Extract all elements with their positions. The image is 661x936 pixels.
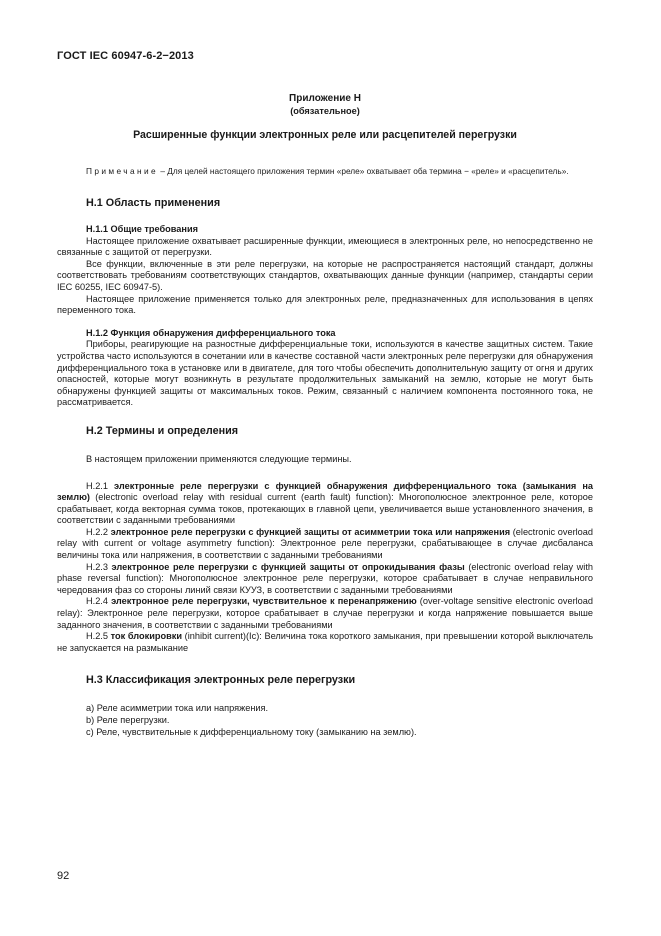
term-number: Н.2.3 — [86, 561, 112, 572]
term-definition — [57, 481, 593, 527]
term-name: электронные реле перегрузки с функцией обнаружения дифференциального тока (замыкания на землю) — [57, 480, 593, 503]
section-h1-title: Н.1 Область применения — [86, 197, 221, 209]
annex-title: Приложение Н — [289, 93, 361, 104]
note — [57, 166, 593, 177]
list-item: а) Реле асимметрии тока или напряжения. — [86, 703, 269, 714]
annex-status: (обязательное) — [290, 106, 360, 116]
term-definition — [57, 562, 593, 597]
section-h2-title: Н.2 Термины и определения — [86, 424, 239, 437]
paragraph: Настоящее приложение охватывает расширенные функции, имеющиеся в электронных реле, но непосредственно не связанные с защитой от перегрузки. — [57, 235, 593, 258]
term-name: электронное реле перегрузки с функцией защиты от опрокидывания фазы — [111, 561, 465, 572]
list-item: с) Реле, чувствительные к дифференциальному току (замыканию на землю). — [86, 726, 417, 737]
paragraph: Приборы, реагирующие на разностные дифференциальные токи, используются в качестве защитных систем. Такие устройства часто используются в сочетании или в качестве составной части электронных реле перегрузки для обнаружения дифференциального тока в установке или в двигателе, для того чтобы обеспечить дополнительную защиту от огня и других опасностей, которые могут возникнуть в результате продолжительных замыканий на землю, которые не могут быть обнаружены функцией защиты от максимальных токов. Режим, связанный с наличием компонента постоянного тока, не рассматривается. — [57, 339, 593, 408]
subsection-h11-title: Н.1.1 Общие требования — [86, 224, 198, 234]
term-text: (electronic overload relay with current or voltage asymmetry function): Электронное реле перегрузки, срабатывающее в случае дисбаланса величины тока или напряжения, в соответствии с заданными требованиями — [57, 526, 593, 561]
term-number: Н.2.4 — [86, 596, 112, 607]
paragraph: Настоящее приложение применяется только для электронных реле, предназначенных для использования в цепях переменного тока. — [57, 293, 593, 316]
term-definition — [57, 527, 593, 562]
term-name: электронное реле перегрузки с функцией защиты от асимметрии тока или напряжения — [110, 526, 511, 537]
term-definition — [57, 631, 593, 654]
note-text: – Для целей настоящего приложения термин «реле» охватывает оба термина − «реле» и «расцепитель». — [158, 166, 569, 176]
term-text: (electronic overload relay with phase reversal function): Многополюсное электронное реле перегрузки, которое срабатывает в случае неправильного чередования фаз со стороны линий связи КУУЗ, в соответствии с заданными требованиями — [57, 561, 593, 595]
page-content — [57, 93, 593, 738]
term-text: (over-voltage sensitive electronic overload relay): Электронное реле перегрузки, которое срабатывает в случае перегрузки и когда напряжение повышается выше заданного значения, в соответствии с заданными требованиями — [57, 596, 594, 630]
term-definition — [57, 596, 593, 631]
page-number: 92 — [57, 870, 70, 882]
classification-list — [57, 703, 593, 738]
subsection-h12-title: Н.1.2 Функция обнаружения дифференциального тока — [86, 327, 336, 338]
term-number: Н.2.1 — [86, 480, 115, 491]
term-text: (inhibit current)(Ic): Величина тока короткого замыкания, при превышении которой выключатель не запускается на размыкание — [57, 631, 594, 653]
term-name: ток блокировки — [110, 631, 182, 642]
term-number: Н.2.5 — [86, 631, 111, 642]
section-h3-title: Н.3 Классификация электронных реле перегрузки — [86, 674, 356, 687]
term-name: электронное реле перегрузки, чувствительное к перенапряжению — [111, 596, 417, 607]
note-label: Примечание — [86, 166, 159, 176]
list-item: b) Реле перегрузки. — [86, 715, 170, 725]
paragraph: Все функции, включенные в эти реле перегрузки, на которые не распространяется настоящий стандарт, должны соответствовать требованиям соответствующих стандартов, охватывающих данные функции (например, стандарты серии IEC 60255, IEC 60947-5). — [57, 258, 593, 292]
terms-intro: В настоящем приложении применяются следующие термины. — [86, 453, 352, 464]
document-header: ГОСТ IEC 60947-6-2−2013 — [57, 50, 194, 62]
annex-heading: Расширенные функции электронных реле или расцепителей перегрузки — [133, 129, 517, 141]
term-number: Н.2.2 — [86, 526, 111, 537]
term-text: (electronic overload relay with residual current (earth fault) function): Многополюсное электронное реле, которое срабатывает, когда векторная сумма токов, протекающих в главной цепи, увеличивается выше установленного значения, в соответствии с заданными требованиями — [57, 492, 593, 526]
